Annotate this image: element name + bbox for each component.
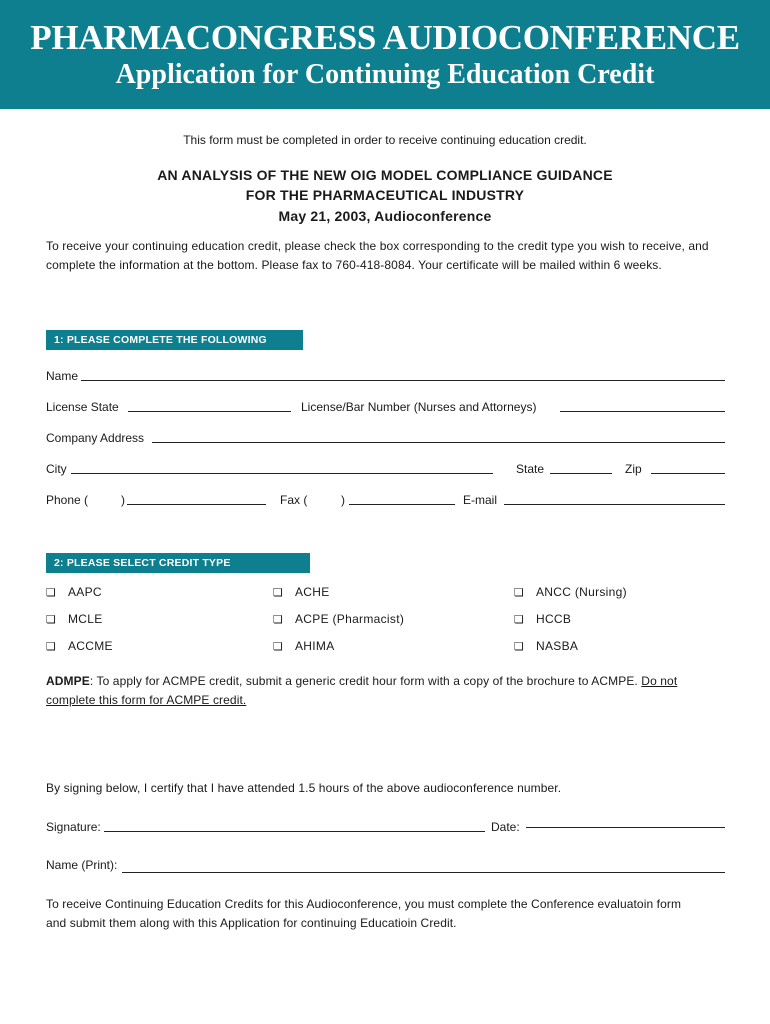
city-field[interactable] [71, 473, 493, 474]
credit-label: AHIMA [295, 639, 335, 653]
credit-label: ACHE [295, 585, 330, 599]
name-print-field[interactable] [122, 872, 725, 873]
company-address-field[interactable] [152, 442, 725, 443]
event-date: May 21, 2003, Audioconference [278, 208, 492, 224]
email-field[interactable] [504, 504, 725, 505]
state-field[interactable] [550, 473, 612, 474]
event-title-line2: FOR THE PHARMACEUTICAL INDUSTRY [245, 187, 525, 203]
license-state-label: License State [46, 400, 119, 414]
zip-field[interactable] [651, 473, 725, 474]
credit-accme[interactable] [46, 639, 113, 654]
form-title: PHARMACONGRESS AUDIOCONFERENCE [30, 18, 740, 57]
credit-aapc[interactable] [46, 585, 102, 600]
credit-nasba[interactable] [514, 639, 578, 654]
form-subtitle: Application for Continuing Education Credit [115, 59, 655, 90]
certification-statement: By signing below, I certify that I have attended 1.5 hours of the above audioconference number. [46, 781, 562, 795]
credit-label: ACCME [68, 639, 113, 653]
name-print-label: Name (Print): [46, 858, 118, 872]
credit-ache[interactable] [273, 585, 330, 600]
admpe-text: : To apply for ACMPE credit, submit a generic credit hour form with a copy of the brochure to ACMPE. [89, 674, 642, 688]
checkbox-icon[interactable]: ❏ [46, 641, 57, 653]
header-banner [0, 0, 770, 109]
credit-hccb[interactable] [514, 612, 571, 627]
checkbox-icon[interactable]: ❏ [514, 641, 525, 653]
credit-ahima[interactable] [273, 639, 335, 654]
credit-label: ANCC (Nursing) [536, 585, 627, 599]
credit-label: ACPE (Pharmacist) [295, 612, 405, 626]
fax-paren-close: ) [341, 493, 345, 507]
section1-header: 1: PLEASE COMPLETE THE FOLLOWING [46, 330, 303, 350]
event-title-line1: AN ANALYSIS OF THE NEW OIG MODEL COMPLIANCE GUIDANCE [157, 167, 613, 183]
checkbox-icon[interactable]: ❏ [273, 641, 284, 653]
email-label: E-mail [463, 493, 498, 507]
name-field[interactable] [81, 380, 725, 381]
signature-field[interactable] [104, 831, 485, 832]
signature-label: Signature: [46, 820, 101, 834]
admpe-warning-2: complete this form for ACMPE credit. [46, 693, 247, 707]
footer-note-line1: To receive Continuing Education Credits for this Audioconference, you must complete the Conference evaluatoin form [46, 897, 682, 911]
credit-label: NASBA [536, 639, 579, 653]
phone-paren-close: ) [121, 493, 125, 507]
license-number-field[interactable] [560, 411, 725, 412]
checkbox-icon[interactable]: ❏ [514, 587, 525, 599]
credit-label: HCCB [536, 612, 572, 626]
date-label: Date: [491, 820, 520, 834]
instructions-line2: complete the information at the bottom. Please fax to 760-418-8084. Your certificate will be mailed within 6 weeks. [46, 258, 662, 272]
phone-label: Phone ( [46, 493, 89, 507]
instructions-line1: To receive your continuing education credit, please check the box corresponding to the credit type you wish to receive, and [46, 239, 709, 253]
admpe-note-line1 [46, 672, 736, 691]
city-label: City [46, 462, 67, 476]
footer-note-line2: and submit them along with this Application for continuing Educatioin Credit. [46, 916, 457, 930]
license-number-label: License/Bar Number (Nurses and Attorneys) [301, 400, 537, 414]
checkbox-icon[interactable]: ❏ [46, 614, 57, 626]
credit-ancc[interactable] [514, 585, 627, 600]
date-field[interactable] [526, 827, 725, 828]
checkbox-icon[interactable]: ❏ [273, 614, 284, 626]
admpe-warning-1: Do not [641, 674, 678, 688]
license-state-field[interactable] [128, 411, 291, 412]
credit-mcle[interactable] [46, 612, 103, 627]
fax-field[interactable] [349, 504, 455, 505]
admpe-note-line2 [46, 691, 246, 710]
section2-header: 2: PLEASE SELECT CREDIT TYPE [46, 553, 310, 573]
credit-label: AAPC [68, 585, 102, 599]
name-label: Name [46, 369, 79, 383]
company-address-label: Company Address [46, 431, 145, 445]
zip-label: Zip [625, 462, 642, 476]
checkbox-icon[interactable]: ❏ [46, 587, 57, 599]
fax-label: Fax ( [280, 493, 308, 507]
intro-note: This form must be completed in order to receive continuing education credit. [183, 133, 587, 147]
checkbox-icon[interactable]: ❏ [514, 614, 525, 626]
admpe-label: ADMPE [46, 674, 90, 688]
credit-acpe[interactable] [273, 612, 404, 627]
credit-label: MCLE [68, 612, 103, 626]
state-label: State [516, 462, 545, 476]
phone-field[interactable] [127, 504, 266, 505]
checkbox-icon[interactable]: ❏ [273, 587, 284, 599]
